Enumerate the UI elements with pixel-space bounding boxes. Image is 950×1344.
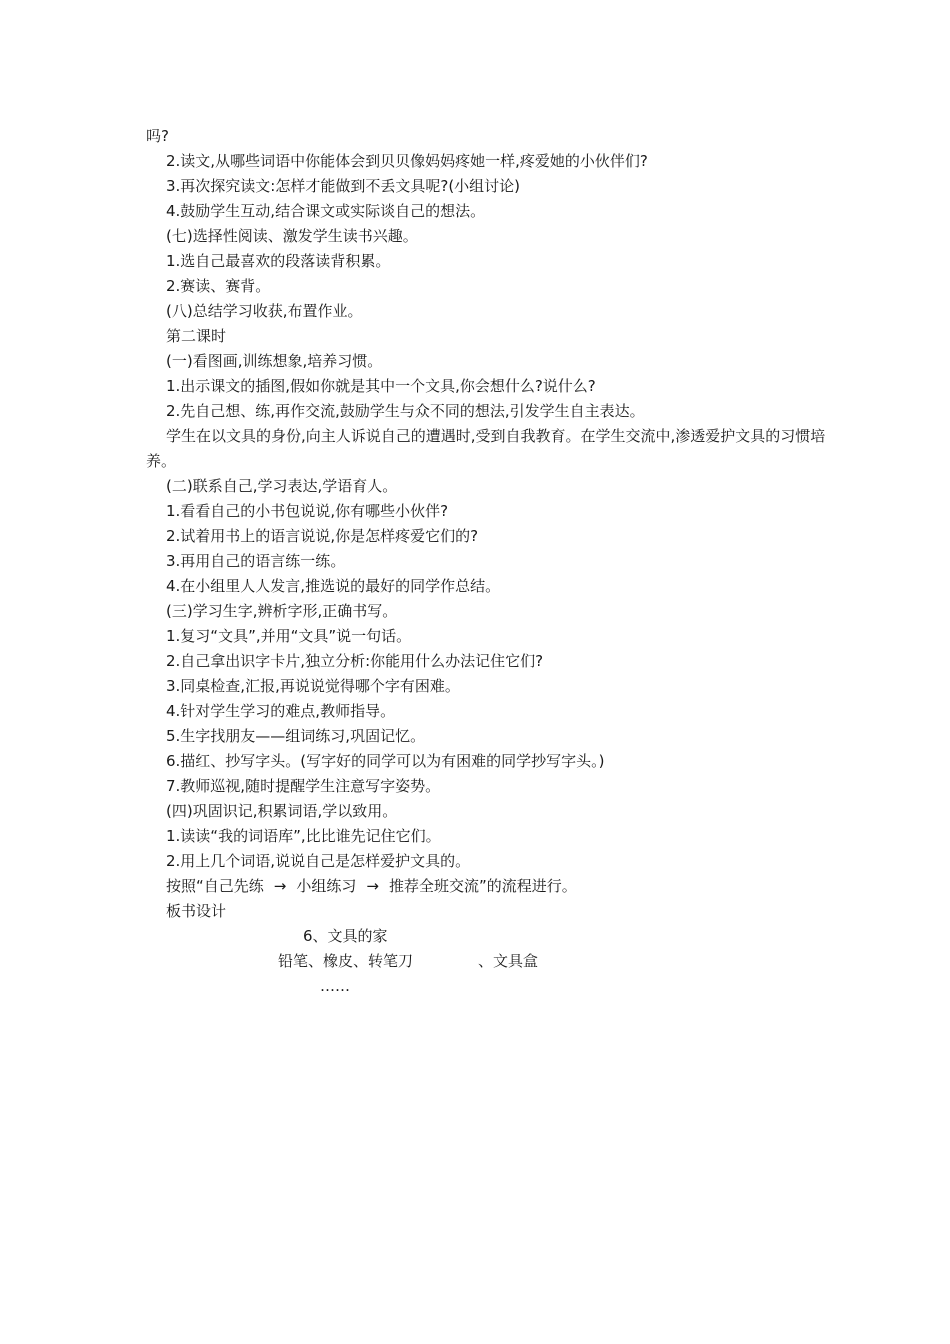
text-line: 2.读文,从哪些词语中你能体会到贝贝像妈妈疼她一样,疼爱她的小伙伴们? (166, 152, 648, 170)
paragraph: 学生在以文具的身份,向主人诉说自己的遭遇时,受到自我教育。在学生交流中,渗透爱护文具的习惯培养。 (146, 427, 826, 470)
section-heading: (三)学习生字,辨析字形,正确书写。 (166, 602, 398, 620)
document-body (146, 124, 826, 924)
section-heading: (四)巩固识记,积累词语,学以致用。 (166, 802, 398, 820)
text-line: 3.再用自己的语言练一练。 (166, 552, 346, 570)
text-line: 2.用上几个词语,说说自己是怎样爱护文具的。 (166, 852, 471, 870)
text-line: 1.读读“我的词语库”,比比谁先记住它们。 (166, 827, 441, 845)
lesson-heading: 第二课时 (166, 327, 227, 345)
text-line: 2.赛读、赛背。 (166, 277, 271, 295)
section-heading: (七)选择性阅读、激发学生读书兴趣。 (166, 227, 418, 245)
text-line: 7.教师巡视,随时提醒学生注意写字姿势。 (166, 777, 441, 795)
arrow-right-icon: → (273, 877, 287, 895)
section-heading: (八)总结学习收获,布置作业。 (166, 302, 363, 320)
text-line: 1.复习“文具”,并用“文具”说一句话。 (166, 627, 412, 645)
text-line: 2.先自己想、练,再作交流,鼓励学生与众不同的想法,引发学生自主表达。 (166, 402, 645, 420)
section-heading: (一)看图画,训练想象,培养习惯。 (166, 352, 383, 370)
arrow-right-icon: → (366, 877, 379, 895)
text-line: 1.出示课文的插图,假如你就是其中一个文具,你会想什么?说什么? (166, 377, 596, 395)
board-design-heading: 板书设计 (166, 902, 227, 920)
board-title: 6、文具的家 (303, 927, 388, 945)
flow-step-3: 推荐全班交流”的流程进行。 (388, 877, 577, 895)
text-line: 3.同桌检查,汇报,再说说觉得哪个字有困难。 (166, 677, 460, 695)
text-line: 2.试着用书上的语言说说,你是怎样疼爱它们的? (166, 527, 479, 545)
board-items-left: 铅笔、橡皮、转笔刀 (278, 952, 414, 970)
section-heading: (二)联系自己,学习表达,学语育人。 (166, 477, 398, 495)
text-line: 4.在小组里人人发言,推选说的最好的同学作总结。 (166, 577, 501, 595)
text-line: 6.描红、抄写字头。(写字好的同学可以为有困难的同学抄写字头。) (166, 752, 605, 770)
text-line: 5.生字找朋友——组词练习,巩固记忆。 (166, 727, 426, 745)
text-line: 4.鼓励学生互动,结合课文或实际谈自己的想法。 (166, 202, 486, 220)
text-line: 4.针对学生学习的难点,教师指导。 (166, 702, 396, 720)
text-line-continuation: 吗? (146, 127, 169, 145)
board-items-right: 、文具盒 (478, 952, 539, 970)
text-line: 1.看看自己的小书包说说,你有哪些小伙伴? (166, 502, 449, 520)
text-line: 2.自己拿出识字卡片,独立分析:你能用什么办法记住它们? (166, 652, 544, 670)
flow-line (146, 874, 826, 899)
text-line: 3.再次探究读文:怎样才能做到不丢文具呢?(小组讨论) (166, 177, 521, 195)
flow-step-2: 小组练习 (296, 877, 357, 895)
text-line: 1.选自己最喜欢的段落读背积累。 (166, 252, 391, 270)
board-ellipsis: …… (320, 977, 350, 995)
flow-step-1: 按照“自己先练 (166, 877, 264, 895)
